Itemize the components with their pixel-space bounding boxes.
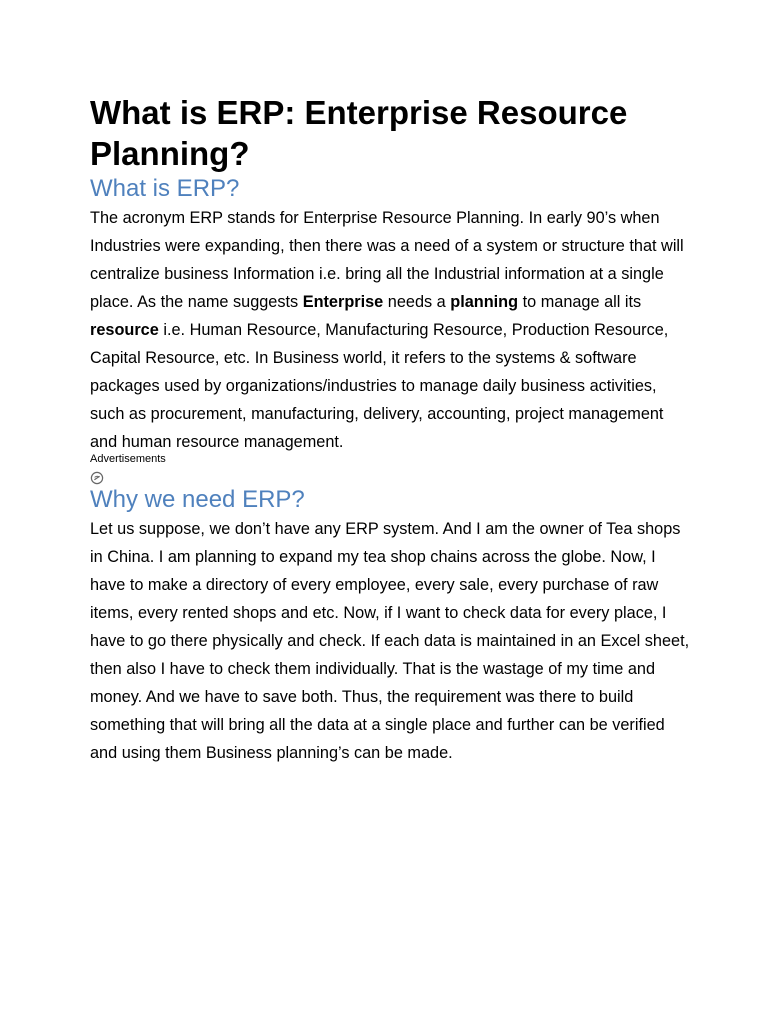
bold-term-planning: planning (450, 293, 519, 311)
paragraph-text: i.e. Human Resource, Manufacturing Resource, Production Resource, Capital Resource, etc. In Business world, it refers to the systems & software packages used by organizations/industries to manage daily business activities, such as procurement, manufacturing, delivery, accounting, project management and human resource management. (90, 321, 669, 451)
page-title: What is ERP: Enterprise Resource Planning? (90, 94, 628, 172)
paragraph-text: needs a (383, 293, 451, 311)
section-heading-why-we-need-erp: Why we need ERP? (90, 486, 305, 513)
bold-term-enterprise: Enterprise (302, 293, 384, 311)
section-heading-what-is-erp: What is ERP? (90, 175, 240, 202)
bold-term-resource: resource (90, 321, 159, 339)
advertisements-label: Advertisements (90, 453, 166, 465)
paragraph-text: The acronym ERP stands for Enterprise Resource Planning. In early 90’s when Industries were expanding, then there was a need of a system or structure that will centralize business Information i.e. bring all the Industrial information at a single place. As the name suggests (90, 209, 684, 311)
paragraph-text: to manage all its (518, 293, 642, 311)
article (90, 92, 690, 767)
paragraph-why-we-need-erp: Let us suppose, we don’t have any ERP system. And I am the owner of Tea shops in China. I am planning to expand my tea shop chains across the globe. Now, I have to make a directory of every employee, every sale, every purchase of raw items, every rented shops and etc. Now, if I want to check data for every place, I have to go there physically and check. If each data is maintained in an Excel sheet, then also I have to check them individually. That is the wastage of my time and money. And we have to save both. Thus, the requirement was there to build something that will bring all the data at a single place and further can be verified and using them Business planning’s can be made. (90, 520, 690, 762)
paragraph-what-is-erp (90, 204, 690, 456)
ad-choices-icon[interactable] (90, 471, 104, 485)
